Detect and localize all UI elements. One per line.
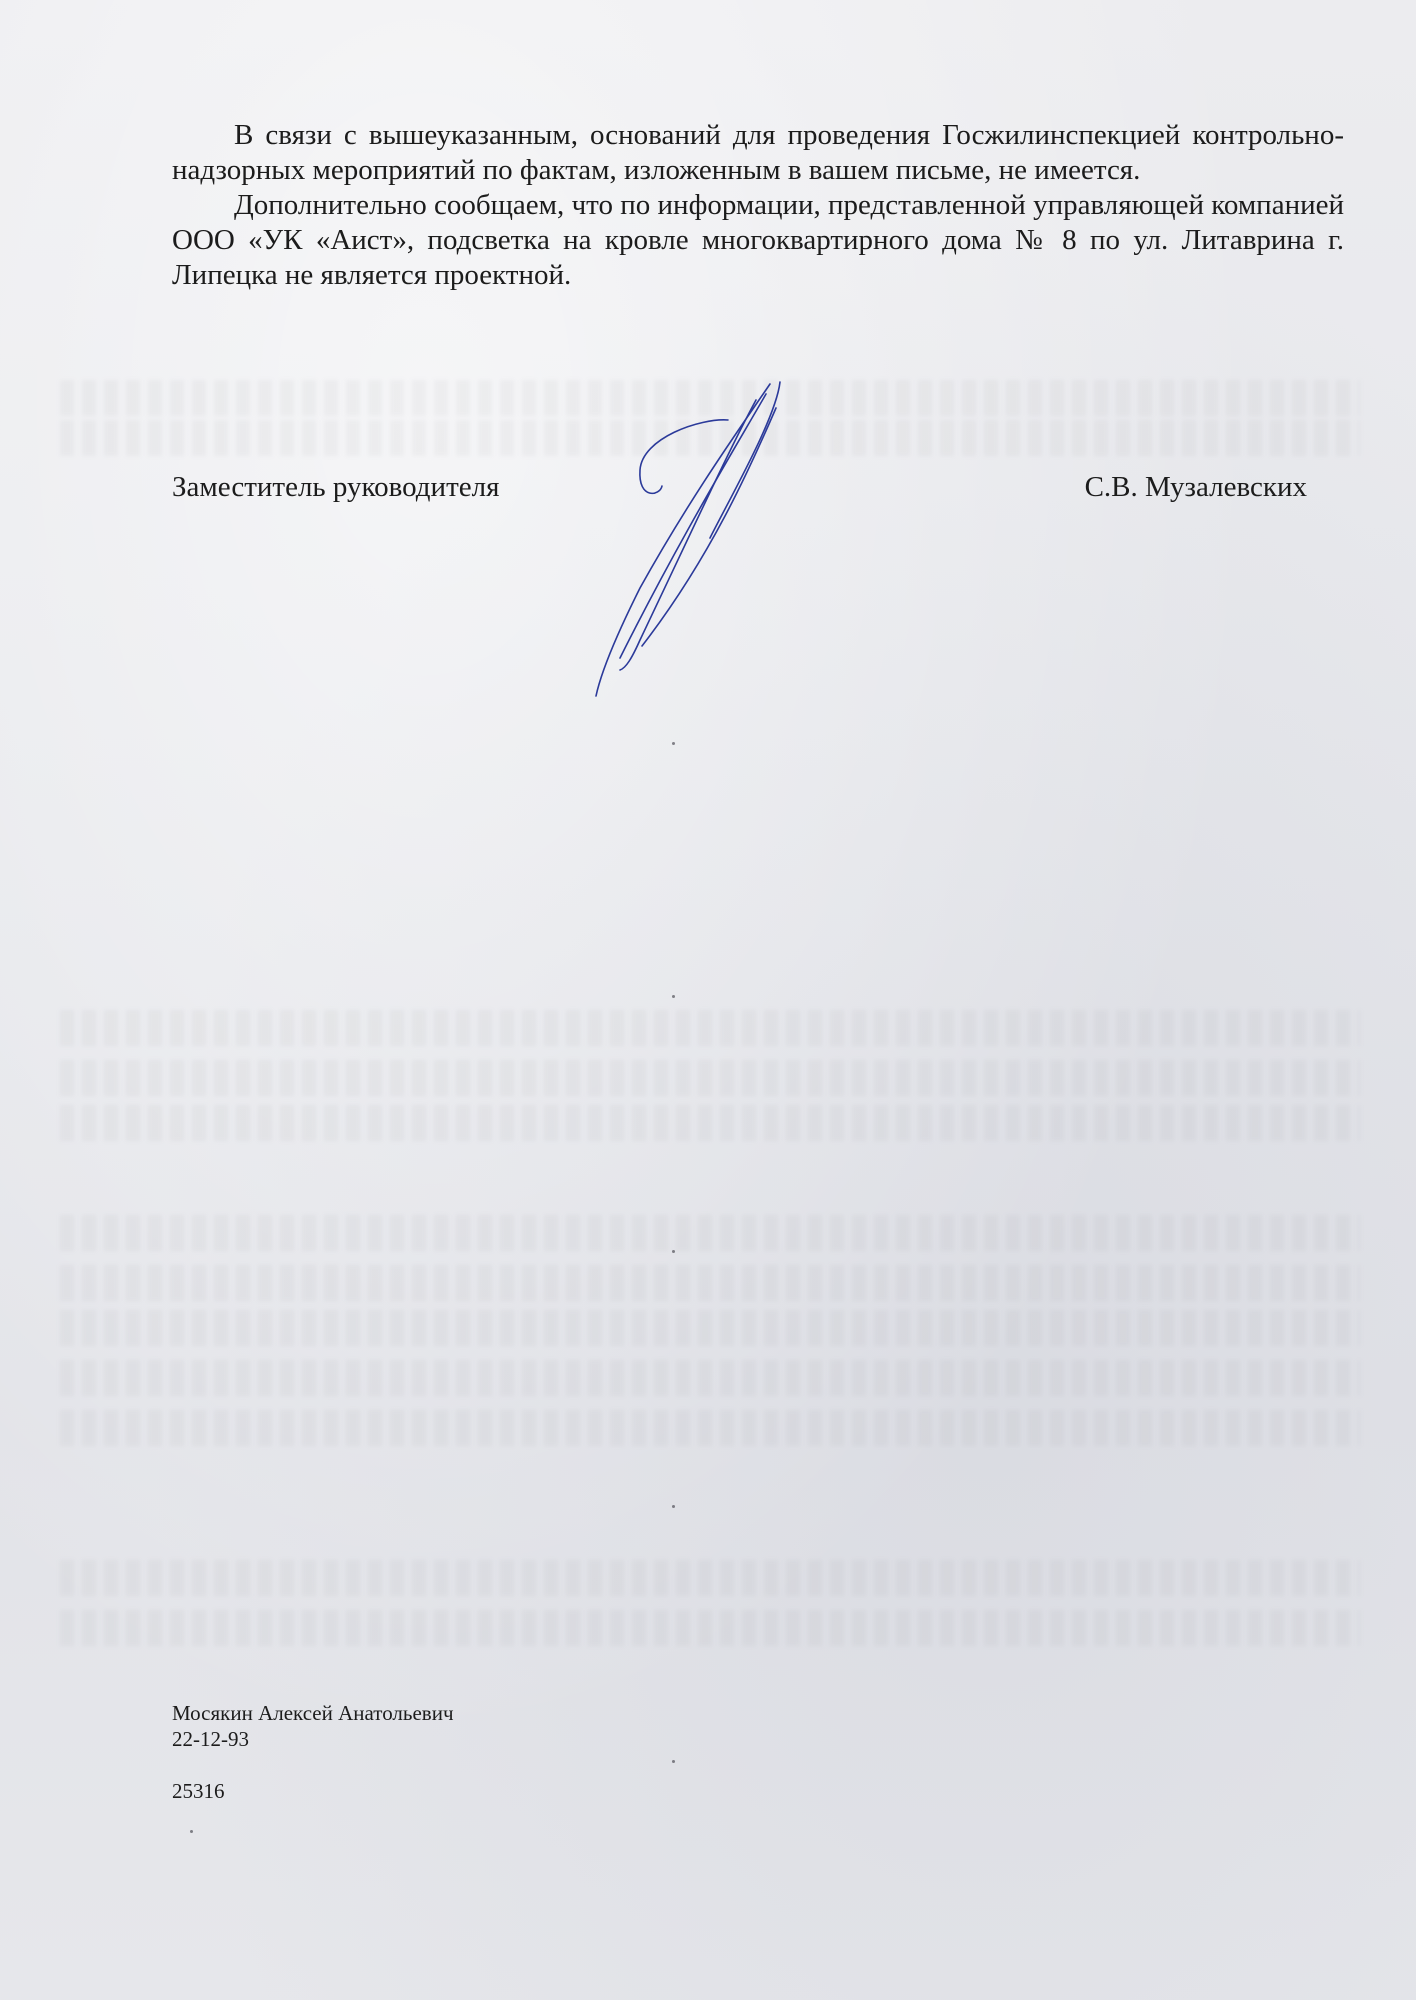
document-code: 25316 [172, 1779, 225, 1803]
handwritten-signature [580, 378, 800, 718]
show-through-text [60, 1060, 1360, 1096]
show-through-text [60, 1310, 1360, 1346]
show-through-text [60, 1215, 1360, 1251]
scan-speck [190, 1830, 193, 1833]
signature-stroke [642, 408, 776, 646]
scan-speck [672, 995, 675, 998]
paragraph-conclusion: В связи с вышеуказанным, оснований для проведения Госжилинспекцией контрольно-надзорных мероприятий по фактам, изложенным в вашем письме, не имеется. [172, 119, 1344, 186]
show-through-text [60, 1560, 1360, 1596]
letter-body [172, 118, 1344, 293]
signatory-position: Заместитель руководителя [172, 471, 500, 503]
show-through-text [60, 1410, 1360, 1446]
signature-stroke [620, 400, 756, 670]
signature-stroke [620, 394, 766, 658]
executor-phone: 22-12-93 [172, 1727, 249, 1751]
scan-speck [672, 1505, 675, 1508]
signatory-name: С.В. Музалевских [1084, 471, 1307, 503]
executor-info [172, 1700, 454, 1804]
signature-stroke [710, 382, 780, 538]
show-through-text [60, 1265, 1360, 1301]
scan-speck [672, 1250, 675, 1253]
show-through-text [60, 1105, 1360, 1141]
show-through-text [60, 1360, 1360, 1396]
executor-name: Мосякин Алексей Анатольевич [172, 1701, 454, 1725]
show-through-text [60, 1610, 1360, 1646]
scan-speck [672, 1760, 675, 1763]
paragraph-additional-info: Дополнительно сообщаем, что по информации, представленной управляющей компанией ООО «УК «Аист», подсветка на кровле многоквартирного дома № 8 по ул. Литаврина г. Липецка не является проектной. [172, 189, 1344, 291]
scan-speck [672, 742, 675, 745]
show-through-text [60, 1010, 1360, 1046]
